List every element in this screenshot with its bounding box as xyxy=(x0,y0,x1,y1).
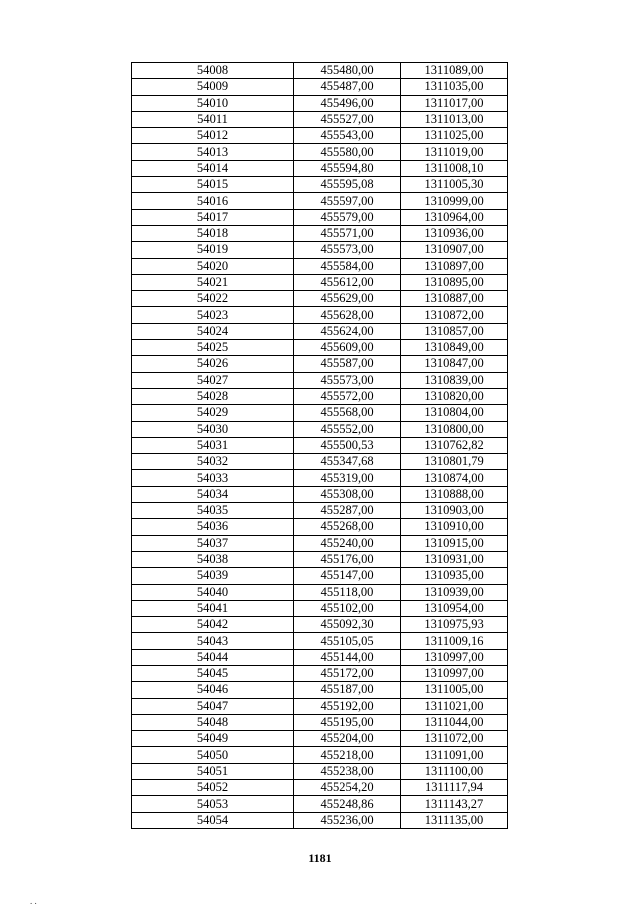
coordinate-y-cell: 1310847,00 xyxy=(401,356,508,372)
coordinate-x-cell: 455092,30 xyxy=(294,617,401,633)
point-id-cell: 54040 xyxy=(132,584,294,600)
coordinate-y-cell: 1311013,00 xyxy=(401,111,508,127)
coordinate-y-cell: 1310888,00 xyxy=(401,486,508,502)
point-id-cell: 54008 xyxy=(132,63,294,79)
table-row xyxy=(132,242,508,258)
point-id-cell: 54012 xyxy=(132,128,294,144)
table-row xyxy=(132,340,508,356)
point-id-cell: 54035 xyxy=(132,503,294,519)
coordinate-x-cell: 455587,00 xyxy=(294,356,401,372)
coordinate-y-cell: 1311005,00 xyxy=(401,682,508,698)
table-row xyxy=(132,503,508,519)
point-id-cell: 54045 xyxy=(132,665,294,681)
point-id-cell: 54041 xyxy=(132,600,294,616)
coordinate-y-cell: 1310820,00 xyxy=(401,388,508,404)
coordinate-y-cell: 1311009,16 xyxy=(401,633,508,649)
table-row xyxy=(132,225,508,241)
point-id-cell: 54044 xyxy=(132,649,294,665)
coordinate-y-cell: 1310997,00 xyxy=(401,649,508,665)
point-id-cell: 54029 xyxy=(132,405,294,421)
point-id-cell: 54037 xyxy=(132,535,294,551)
point-id-cell: 54017 xyxy=(132,209,294,225)
coordinate-x-cell: 455236,00 xyxy=(294,812,401,828)
table-row xyxy=(132,714,508,730)
point-id-cell: 54048 xyxy=(132,714,294,730)
point-id-cell: 54028 xyxy=(132,388,294,404)
coordinate-table xyxy=(131,62,508,829)
table-row xyxy=(132,193,508,209)
table-row xyxy=(132,731,508,747)
coordinate-y-cell: 1311072,00 xyxy=(401,731,508,747)
table-row xyxy=(132,633,508,649)
point-id-cell: 54024 xyxy=(132,323,294,339)
table-row xyxy=(132,698,508,714)
table-row xyxy=(132,356,508,372)
table-row xyxy=(132,568,508,584)
coordinate-y-cell: 1311135,00 xyxy=(401,812,508,828)
point-id-cell: 54021 xyxy=(132,274,294,290)
coordinate-y-cell: 1310874,00 xyxy=(401,470,508,486)
point-id-cell: 54043 xyxy=(132,633,294,649)
coordinate-x-cell: 455584,00 xyxy=(294,258,401,274)
coordinate-y-cell: 1310907,00 xyxy=(401,242,508,258)
coordinate-y-cell: 1310849,00 xyxy=(401,340,508,356)
coordinate-x-cell: 455187,00 xyxy=(294,682,401,698)
point-id-cell: 54039 xyxy=(132,568,294,584)
table-row xyxy=(132,486,508,502)
point-id-cell: 54051 xyxy=(132,763,294,779)
coordinate-x-cell: 455612,00 xyxy=(294,274,401,290)
point-id-cell: 54025 xyxy=(132,340,294,356)
table-row xyxy=(132,144,508,160)
coordinate-x-cell: 455595,08 xyxy=(294,177,401,193)
coordinate-x-cell: 455204,00 xyxy=(294,731,401,747)
coordinate-x-cell: 455240,00 xyxy=(294,535,401,551)
point-id-cell: 54022 xyxy=(132,291,294,307)
coordinate-y-cell: 1310935,00 xyxy=(401,568,508,584)
coordinate-y-cell: 1311089,00 xyxy=(401,63,508,79)
point-id-cell: 54038 xyxy=(132,551,294,567)
coordinate-x-cell: 455192,00 xyxy=(294,698,401,714)
coordinate-y-cell: 1310872,00 xyxy=(401,307,508,323)
table-row xyxy=(132,519,508,535)
table-row xyxy=(132,812,508,828)
table-row xyxy=(132,649,508,665)
coordinate-x-cell: 455105,05 xyxy=(294,633,401,649)
coordinate-x-cell: 455147,00 xyxy=(294,568,401,584)
table-row xyxy=(132,274,508,290)
coordinate-y-cell: 1311025,00 xyxy=(401,128,508,144)
table-row xyxy=(132,665,508,681)
table-row xyxy=(132,372,508,388)
point-id-cell: 54030 xyxy=(132,421,294,437)
table-row xyxy=(132,682,508,698)
point-id-cell: 54009 xyxy=(132,79,294,95)
point-id-cell: 54053 xyxy=(132,796,294,812)
point-id-cell: 54047 xyxy=(132,698,294,714)
point-id-cell: 54034 xyxy=(132,486,294,502)
coordinate-x-cell: 455552,00 xyxy=(294,421,401,437)
coordinate-x-cell: 455594,80 xyxy=(294,160,401,176)
table-row xyxy=(132,258,508,274)
table-row xyxy=(132,535,508,551)
coordinate-x-cell: 455571,00 xyxy=(294,225,401,241)
point-id-cell: 54013 xyxy=(132,144,294,160)
table-row xyxy=(132,796,508,812)
table-row xyxy=(132,209,508,225)
coordinate-x-cell: 455347,68 xyxy=(294,454,401,470)
table-row xyxy=(132,307,508,323)
table-row xyxy=(132,405,508,421)
coordinate-y-cell: 1311021,00 xyxy=(401,698,508,714)
coordinate-y-cell: 1310839,00 xyxy=(401,372,508,388)
coordinate-x-cell: 455195,00 xyxy=(294,714,401,730)
table-row xyxy=(132,177,508,193)
coordinate-y-cell: 1311008,10 xyxy=(401,160,508,176)
coordinate-x-cell: 455629,00 xyxy=(294,291,401,307)
point-id-cell: 54015 xyxy=(132,177,294,193)
coordinate-x-cell: 455572,00 xyxy=(294,388,401,404)
coordinate-y-cell: 1310964,00 xyxy=(401,209,508,225)
coordinate-x-cell: 455238,00 xyxy=(294,763,401,779)
coordinate-x-cell: 455308,00 xyxy=(294,486,401,502)
coordinate-x-cell: 455480,00 xyxy=(294,63,401,79)
coordinate-y-cell: 1310800,00 xyxy=(401,421,508,437)
table-row xyxy=(132,763,508,779)
point-id-cell: 54046 xyxy=(132,682,294,698)
coordinate-table-body xyxy=(132,63,508,829)
coordinate-y-cell: 1310936,00 xyxy=(401,225,508,241)
coordinate-x-cell: 455319,00 xyxy=(294,470,401,486)
table-row xyxy=(132,780,508,796)
coordinate-y-cell: 1311100,00 xyxy=(401,763,508,779)
point-id-cell: 54052 xyxy=(132,780,294,796)
table-row xyxy=(132,421,508,437)
coordinate-y-cell: 1311035,00 xyxy=(401,79,508,95)
point-id-cell: 54026 xyxy=(132,356,294,372)
coordinate-x-cell: 455218,00 xyxy=(294,747,401,763)
point-id-cell: 54011 xyxy=(132,111,294,127)
coordinate-y-cell: 1310999,00 xyxy=(401,193,508,209)
coordinate-y-cell: 1310954,00 xyxy=(401,600,508,616)
point-id-cell: 54010 xyxy=(132,95,294,111)
coordinate-y-cell: 1310857,00 xyxy=(401,323,508,339)
coordinate-y-cell: 1310903,00 xyxy=(401,503,508,519)
point-id-cell: 54036 xyxy=(132,519,294,535)
table-row xyxy=(132,470,508,486)
coordinate-x-cell: 455144,00 xyxy=(294,649,401,665)
coordinate-x-cell: 455500,53 xyxy=(294,437,401,453)
coordinate-x-cell: 455287,00 xyxy=(294,503,401,519)
coordinate-y-cell: 1310939,00 xyxy=(401,584,508,600)
table-row xyxy=(132,160,508,176)
table-row xyxy=(132,63,508,79)
point-id-cell: 54023 xyxy=(132,307,294,323)
point-id-cell: 54020 xyxy=(132,258,294,274)
coordinate-y-cell: 1311143,27 xyxy=(401,796,508,812)
point-id-cell: 54027 xyxy=(132,372,294,388)
coordinate-x-cell: 455573,00 xyxy=(294,242,401,258)
point-id-cell: 54054 xyxy=(132,812,294,828)
coordinate-x-cell: 455580,00 xyxy=(294,144,401,160)
coordinate-y-cell: 1311091,00 xyxy=(401,747,508,763)
table-row xyxy=(132,747,508,763)
coordinate-y-cell: 1311005,30 xyxy=(401,177,508,193)
point-id-cell: 54031 xyxy=(132,437,294,453)
coordinate-y-cell: 1310910,00 xyxy=(401,519,508,535)
coordinate-x-cell: 455609,00 xyxy=(294,340,401,356)
table-row xyxy=(132,437,508,453)
table-row xyxy=(132,95,508,111)
table-row xyxy=(132,600,508,616)
coordinate-x-cell: 455102,00 xyxy=(294,600,401,616)
point-id-cell: 54050 xyxy=(132,747,294,763)
coordinate-x-cell: 455248,86 xyxy=(294,796,401,812)
coordinate-y-cell: 1310887,00 xyxy=(401,291,508,307)
coordinate-x-cell: 455487,00 xyxy=(294,79,401,95)
coordinate-x-cell: 455496,00 xyxy=(294,95,401,111)
table-row xyxy=(132,388,508,404)
table-row xyxy=(132,128,508,144)
coordinate-x-cell: 455118,00 xyxy=(294,584,401,600)
coordinate-x-cell: 455568,00 xyxy=(294,405,401,421)
coordinate-x-cell: 455543,00 xyxy=(294,128,401,144)
coordinate-y-cell: 1310895,00 xyxy=(401,274,508,290)
coordinate-x-cell: 455176,00 xyxy=(294,551,401,567)
coordinate-y-cell: 1311017,00 xyxy=(401,95,508,111)
point-id-cell: 54049 xyxy=(132,731,294,747)
coordinate-y-cell: 1310801,79 xyxy=(401,454,508,470)
coordinate-x-cell: 455254,20 xyxy=(294,780,401,796)
coordinate-y-cell: 1310762,82 xyxy=(401,437,508,453)
point-id-cell: 54018 xyxy=(132,225,294,241)
coordinate-x-cell: 455172,00 xyxy=(294,665,401,681)
point-id-cell: 54042 xyxy=(132,617,294,633)
point-id-cell: 54032 xyxy=(132,454,294,470)
table-row xyxy=(132,323,508,339)
coordinate-y-cell: 1310897,00 xyxy=(401,258,508,274)
coordinate-y-cell: 1311117,94 xyxy=(401,780,508,796)
coordinate-x-cell: 455268,00 xyxy=(294,519,401,535)
table-row xyxy=(132,79,508,95)
coordinate-x-cell: 455527,00 xyxy=(294,111,401,127)
coordinate-x-cell: 455597,00 xyxy=(294,193,401,209)
page-number: 1181 xyxy=(308,851,332,865)
scan-edge-mark: . . xyxy=(30,896,37,906)
coordinate-y-cell: 1310997,00 xyxy=(401,665,508,681)
coordinate-x-cell: 455579,00 xyxy=(294,209,401,225)
point-id-cell: 54014 xyxy=(132,160,294,176)
table-row xyxy=(132,291,508,307)
table-row xyxy=(132,617,508,633)
coordinate-x-cell: 455628,00 xyxy=(294,307,401,323)
coordinate-y-cell: 1310804,00 xyxy=(401,405,508,421)
coordinate-x-cell: 455573,00 xyxy=(294,372,401,388)
point-id-cell: 54019 xyxy=(132,242,294,258)
point-id-cell: 54033 xyxy=(132,470,294,486)
coordinate-y-cell: 1310931,00 xyxy=(401,551,508,567)
table-row xyxy=(132,551,508,567)
coordinate-y-cell: 1311044,00 xyxy=(401,714,508,730)
coordinate-x-cell: 455624,00 xyxy=(294,323,401,339)
table-row xyxy=(132,111,508,127)
point-id-cell: 54016 xyxy=(132,193,294,209)
coordinate-y-cell: 1310975,93 xyxy=(401,617,508,633)
table-row xyxy=(132,454,508,470)
coordinate-y-cell: 1311019,00 xyxy=(401,144,508,160)
table-row xyxy=(132,584,508,600)
coordinate-y-cell: 1310915,00 xyxy=(401,535,508,551)
